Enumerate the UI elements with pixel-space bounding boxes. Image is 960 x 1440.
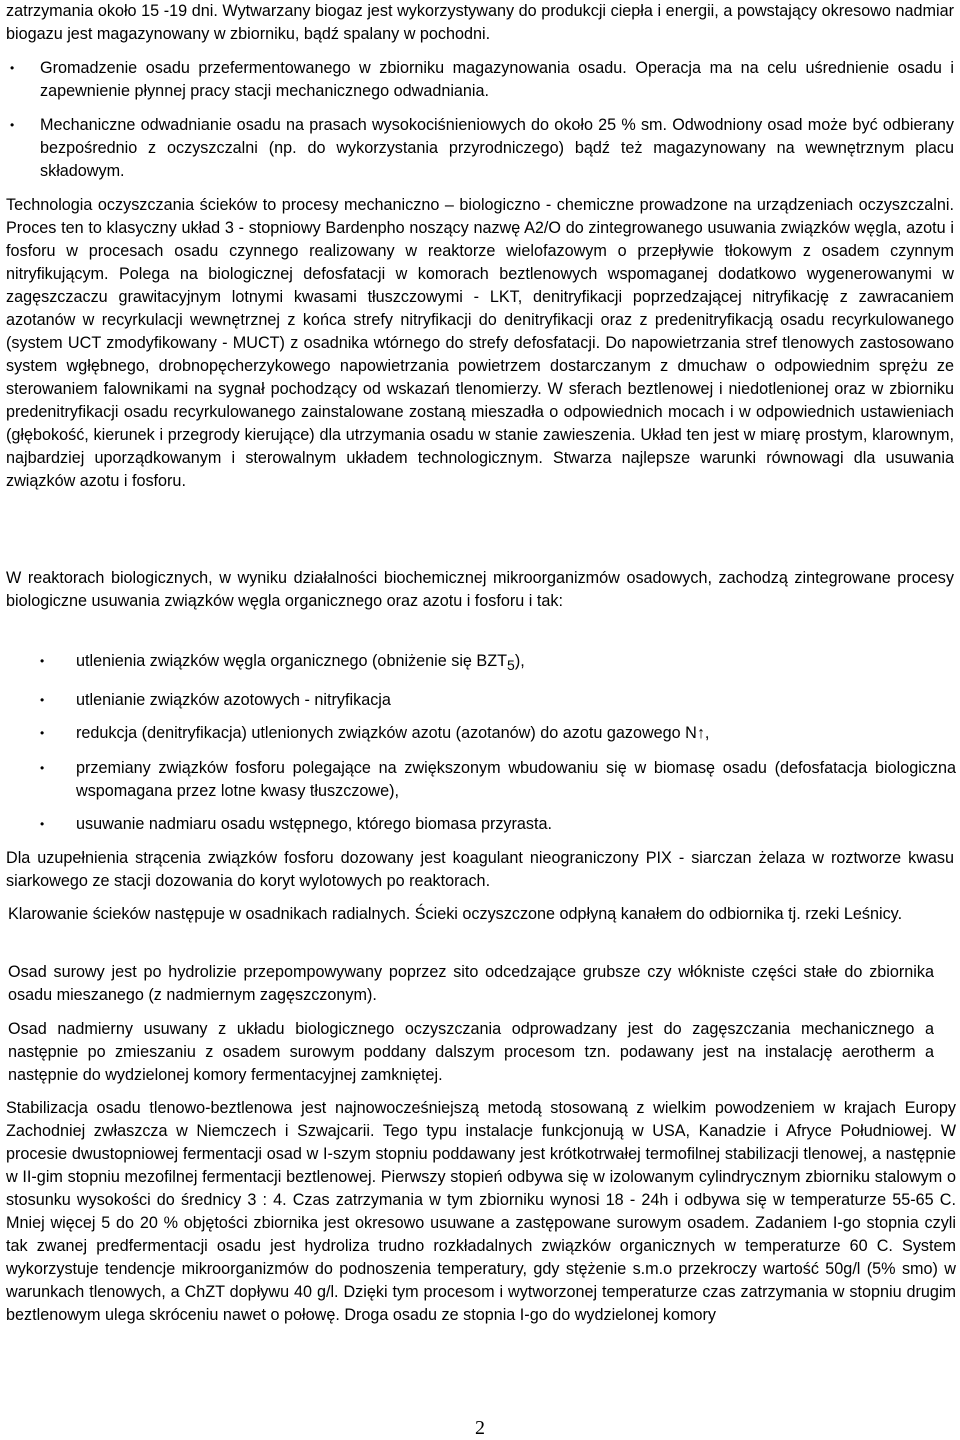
bullet-marker: •: [10, 61, 15, 75]
list-item: utlenianie związków azotowych - nitryfikacja: [76, 691, 391, 709]
paragraph-technologia: Technologia oczyszczania ścieków to procesy mechaniczno – biologiczno - chemiczne prowadzone na urządzeniach oczyszczalni. Proces ten to klasyczny układ 3 - stopniowy Bardenpho noszący nazwę A2/O do zintegrowanego usuwania związków węgla, azotu i fosforu w procesach osadu czynnego realizowany w reaktorze wielofazowym o przepływie tłokowym z osadem czynnym nitryfikującym. Polega na biologicznej defosfatacji w komorach beztlenowych wspomaganej dodatkowo wygenerowanymi w zagęszczaczu grawitacyjnym lotnymi kwasami tłuszczowymi - LKT, denitryfikacji poprzedzającej nitryfikację z zawracaniem azotanów w recyrkulacji wewnętrznej z końca strefy nitryfikacji do denitryfikacji oraz z predenitryfikacją osadu recyrkulowanego (system UCT zmodyfikowany - MUCT) z osadnika wtórnego do strefy defosfatacji. Do napowietrzania stref tlenowych zastosowano system wgłębnego, drobnopęcherzykowego napowietrzania powietrzem dostarczanym z dmuchaw o odpowiednim sprężu ze sterowaniem falownikami na sygnał pochodzący od wskazań tlenomierzy. W sferach beztlenowej i niedotlenionej oraz w zbiorniku predenitryfikacji osadu recyrkulowanego zainstalowane zostaną mieszadła o odpowiednich mocach i w odpowiednich ustawieniach (głębokość, kierunek i przegrody kierujące) dla utrzymania osadu w stanie zawieszenia. Układ ten jest w miarę prostym, klarownym, najbardziej uporządkowanym i sterowalnym układem technologicznym. Stwarza najlepsze warunki równowagi dla usuwania związków azotu i fosforu.: [6, 196, 954, 490]
list-item: redukcja (denitryfikacja) utlenionych związków azotu (azotanów) do azotu gazowego N↑,: [76, 724, 710, 742]
page-number: 2: [475, 1417, 485, 1439]
paragraph-osad-nadmierny: Osad nadmierny usuwany z układu biologicznego oczyszczania odprowadzany jest do zagęszczania mechanicznego a następnie po zmieszaniu z osadem surowym poddany dalszym procesom tzn. podawany jest na instalację aerotherm a następnie do wydzielonej komory fermentacyjnej zamkniętej.: [8, 1020, 934, 1084]
bullet-marker: •: [40, 654, 45, 668]
paragraph-biogaz: zatrzymania około 15 -19 dni. Wytwarzany biogaz jest wykorzystywany do produkcji ciepła i energii, a powstający okresowo nadmiar biogazu jest magazynowany w zbiorniku, bądź spalany w pochodni.: [6, 2, 954, 43]
paragraph-reaktory: W reaktorach biologicznych, w wyniku działalności biochemicznej mikroorganizmów osadowych, zachodzą zintegrowane procesy biologiczne usuwania związków węgla organicznego oraz azotu i fosforu i tak:: [6, 569, 954, 610]
bullet-marker: •: [40, 817, 45, 831]
list-item: Gromadzenie osadu przefermentowanego w zbiorniku magazynowania osadu. Operacja ma na celu uśrednienie osadu i zapewnienie płynnej pracy stacji mechanicznego odwadniania.: [40, 59, 954, 100]
bzt-subscript: 5: [507, 657, 515, 674]
paragraph-stabilizacja: Stabilizacja osadu tlenowo-beztlenowa jest najnowocześniejszą metodą stosowaną z wielkim powodzeniem w krajach Europy Zachodniej zwłaszcza w Niemczech i Szwajcarii. Tego typu instalacje funkcjonują w USA, Kanadzie i Afryce Południowej. W procesie dwustopniowej fermentacji osad w I-szym stopniu poddawany jest krótkotrwałej termofilnej stabilizacji tlenowej, a następnie w II-gim stopniu mezofilnej fermentacji beztlenowej. Pierwszy stopień odbywa się w izolowanym cylindrycznym zbiorniku stalowym o stosunku wysokości do średnicy 3 : 4. Czas zatrzymania w tym zbiorniku wynosi 18 - 24h i odbywa się w temperaturze 55-65 C. Mniej więcej 5 do 20 % objętości zbiornika jest okresowo usuwane a zastępowane surowym osadem. Zadaniem I-go stopnia czyli tak zwanej predfermentacji osadu jest hydroliza trudno rozkładalnych związków organicznych w temperaturze 60 C. System wykorzystuje tendencje mikroorganizmów do podnoszenia temperatury, gdy stężenie s.m.o przekroczy wartość 50g/l (5% smo) w warunkach tlenowych, a ChZT dopływu 40 g/l. Dzięki tym procesom i wytworzonej temperaturze czas zatrzymania w stopniu drugim beztlenowym ulega skróceniu nawet o połowę. Droga osadu ze stopnia I-go do wydzielonej komory: [6, 1099, 956, 1324]
list-item: [76, 650, 954, 677]
bullet-marker: •: [40, 761, 45, 775]
list-item: Mechaniczne odwadnianie osadu na prasach wysokociśnieniowych do około 25 % sm. Odwodniony osad może być odbierany bezpośrednio z oczyszczalni (np. do wykorzystania przyrodniczego) bądź też magazynowany na wewnętrznym placu składowym.: [40, 116, 954, 180]
bzt-text: utlenienia związków węgla organicznego (obniżenie się BZT: [76, 652, 508, 670]
bullet-marker: •: [40, 726, 45, 740]
bzt-end: ),: [514, 652, 525, 670]
list-item: przemiany związków fosforu polegające na zwiększonym wbudowaniu się w biomasę osadu (defosfatacja biologiczna wspomagana przez lotne kwasy tłuszczowe),: [76, 759, 956, 800]
paragraph-osad-surowy: Osad surowy jest po hydrolizie przepompowywany poprzez sito odcedzające grubsze czy włókniste części stałe do zbiornika osadu mieszanego (z nadmiernym zagęszczonym).: [8, 963, 934, 1004]
paragraph-pix: Dla uzupełnienia strącenia związków fosforu dozowany jest koagulant nieograniczony PIX - siarczan żelaza w roztworze kwasu siarkowego ze stacji dozowania do koryt wylotowych po reaktorach.: [6, 849, 954, 890]
bullet-marker: •: [40, 693, 45, 707]
paragraph-klarowanie: Klarowanie ścieków następuje w osadnikach radialnych. Ścieki oczyszczone odpłyną kanałem do odbiornika tj. rzeki Leśnicy.: [8, 905, 903, 923]
list-item: usuwanie nadmiaru osadu wstępnego, którego biomasa przyrasta.: [76, 815, 553, 833]
bullet-marker: •: [10, 118, 15, 132]
